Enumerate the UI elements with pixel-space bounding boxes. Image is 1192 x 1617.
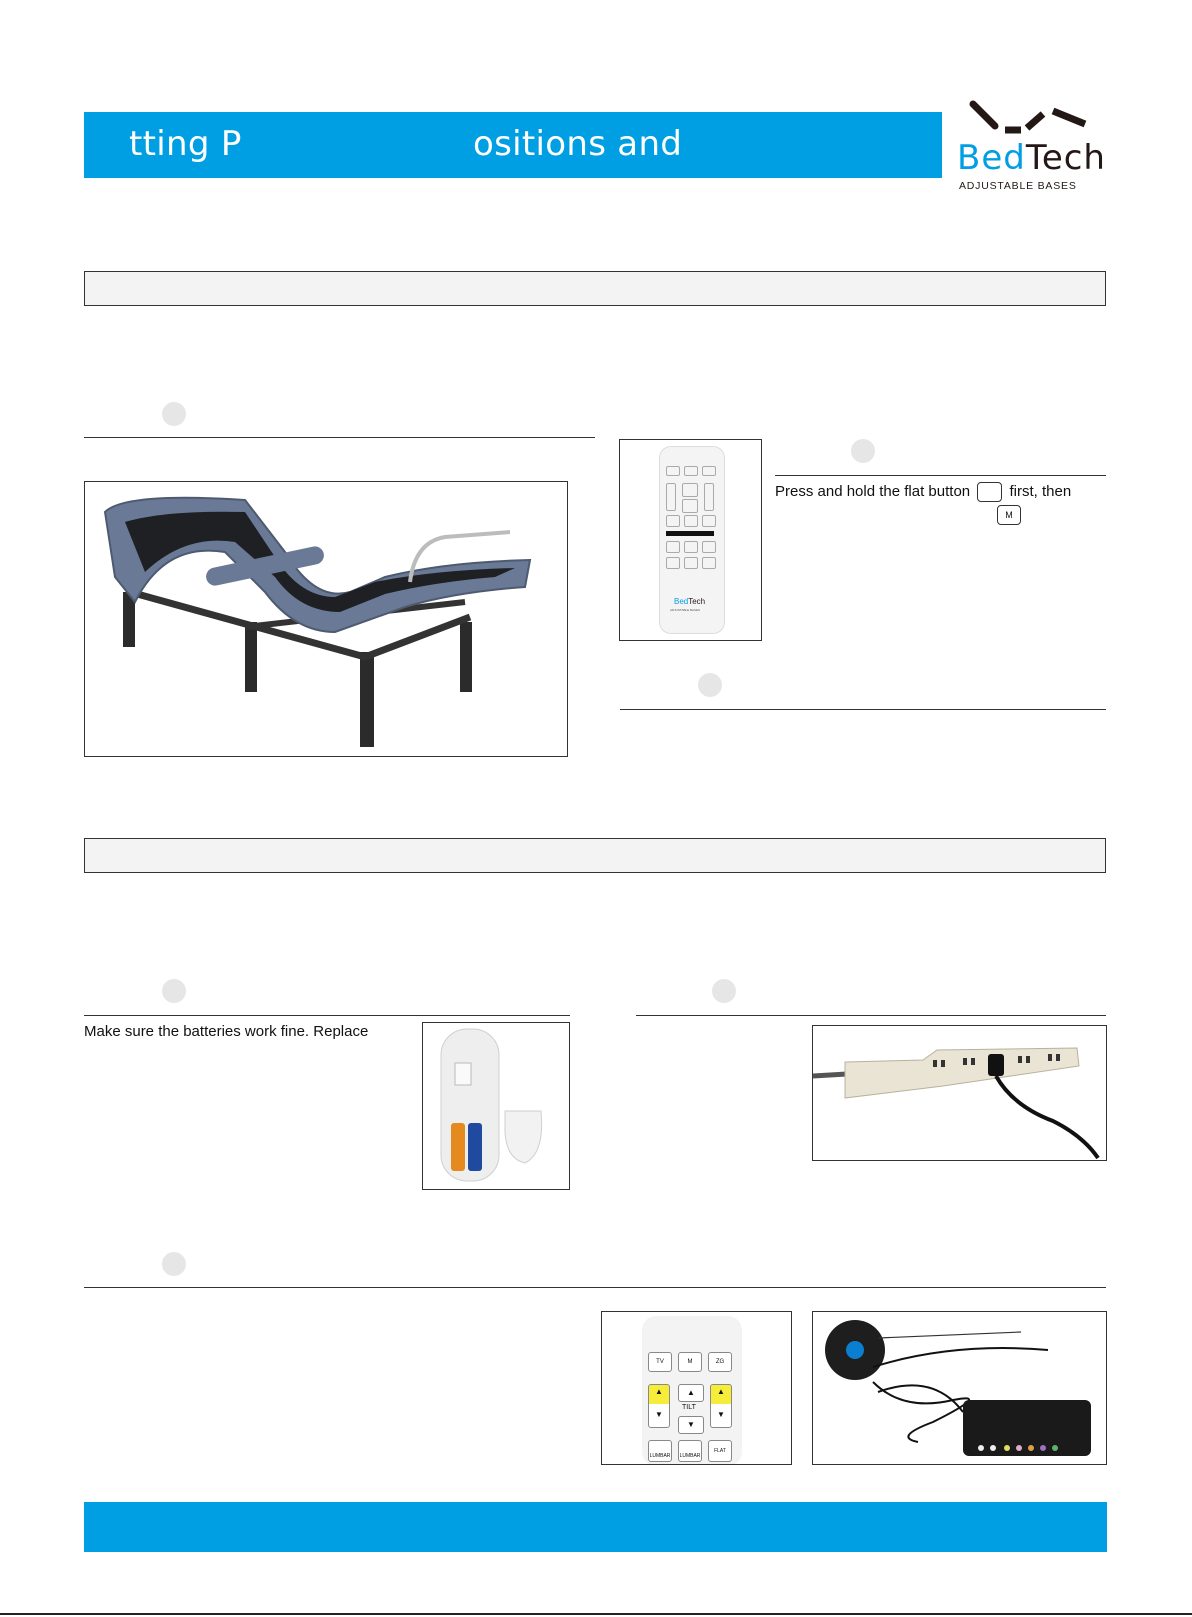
flat-instruction-line: Press and hold the flat button first, then	[775, 482, 1071, 502]
adjustable-bed-illustration	[85, 482, 567, 756]
remote-logo: BedTech	[674, 597, 706, 606]
title-part-2: ositions and	[473, 124, 683, 164]
step-marker	[698, 673, 722, 697]
step-marker	[162, 402, 186, 426]
brand-name: BedTech	[957, 138, 1106, 178]
battery-instruction: Make sure the batteries work fine. Replace	[84, 1023, 369, 1040]
tilt-up-button[interactable]: ▲	[678, 1384, 704, 1402]
m-key-icon: M	[997, 505, 1021, 525]
chevron-down-icon: ▼	[655, 1410, 663, 1419]
tilt-down-button[interactable]: ▼	[678, 1416, 704, 1434]
lumbar-up-button[interactable]: LUMBAR	[648, 1440, 672, 1462]
battery-photo	[422, 1022, 570, 1190]
control-box-illustration	[813, 1312, 1106, 1464]
remote-photo	[619, 439, 762, 641]
head-button[interactable]	[648, 1384, 670, 1428]
remote-closeup-photo	[601, 1311, 792, 1465]
m-button[interactable]: M	[678, 1352, 702, 1372]
step-rule	[775, 475, 1106, 476]
title-part-1: tting P	[129, 124, 242, 164]
brand-logo	[955, 96, 1107, 192]
lumbar-down-button[interactable]: LUMBAR	[678, 1440, 702, 1462]
section-heading-box-2	[84, 838, 1106, 873]
section-heading-box-1	[84, 271, 1106, 306]
bottom-rule	[0, 1613, 1192, 1615]
step-rule	[84, 1015, 570, 1016]
power-strip-illustration	[813, 1026, 1106, 1160]
title-banner	[84, 112, 942, 178]
step-marker	[851, 439, 875, 463]
zg-button[interactable]: ZG	[708, 1352, 732, 1372]
bed-photo	[84, 481, 568, 757]
flat-button[interactable]: FLAT	[708, 1440, 732, 1462]
chevron-up-icon: ▲	[655, 1387, 663, 1396]
tilt-label: TILT	[682, 1404, 696, 1411]
chevron-down-icon: ▼	[717, 1410, 725, 1419]
tv-button[interactable]: TV	[648, 1352, 672, 1372]
footer-bar	[84, 1502, 1107, 1552]
step-marker	[162, 1252, 186, 1276]
step-marker	[712, 979, 736, 1003]
step-rule	[84, 1287, 1106, 1288]
remote-body: BedTech ADJUSTABLE BASES	[659, 446, 725, 634]
flat-key-icon	[977, 482, 1002, 502]
foot-button[interactable]	[710, 1384, 732, 1428]
step-marker	[162, 979, 186, 1003]
brand-tagline: ADJUSTABLE BASES	[959, 180, 1077, 192]
step-rule	[636, 1015, 1106, 1016]
control-box-photo	[812, 1311, 1107, 1465]
step-rule	[620, 709, 1106, 710]
power-strip-photo	[812, 1025, 1107, 1161]
step-rule	[84, 437, 595, 438]
chevron-up-icon: ▲	[717, 1387, 725, 1396]
battery-compartment-illustration	[423, 1023, 569, 1189]
